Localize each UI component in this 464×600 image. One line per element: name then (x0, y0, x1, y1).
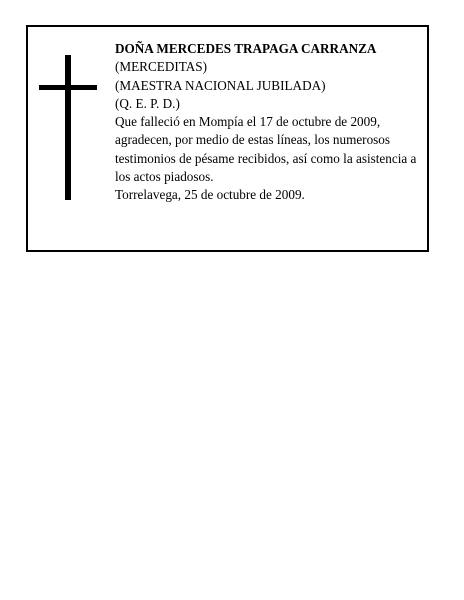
obituary-notice (26, 25, 429, 252)
cross-horizontal-bar (39, 85, 97, 90)
cross-icon (39, 55, 97, 200)
rip-text: (Q. E. P. D.) (115, 95, 180, 111)
notice-text-block (115, 40, 423, 205)
notice-body: Que falleció en Mompía el 17 de octubre de 2009, agradecen, por medio de estas líneas, los numerosos testimonios de pésame recibidos, así como la asistencia a los actos piadosos. (115, 114, 417, 185)
cross-vertical-bar (65, 55, 71, 200)
deceased-title: (MAESTRA NACIONAL JUBILADA) (115, 77, 326, 93)
deceased-name: DOÑA MERCEDES TRAPAGA CARRANZA (115, 41, 377, 56)
deceased-nickname: (MERCEDITAS) (115, 59, 207, 75)
place-and-date: Torrelavega, 25 de octubre de 2009. (115, 187, 305, 203)
